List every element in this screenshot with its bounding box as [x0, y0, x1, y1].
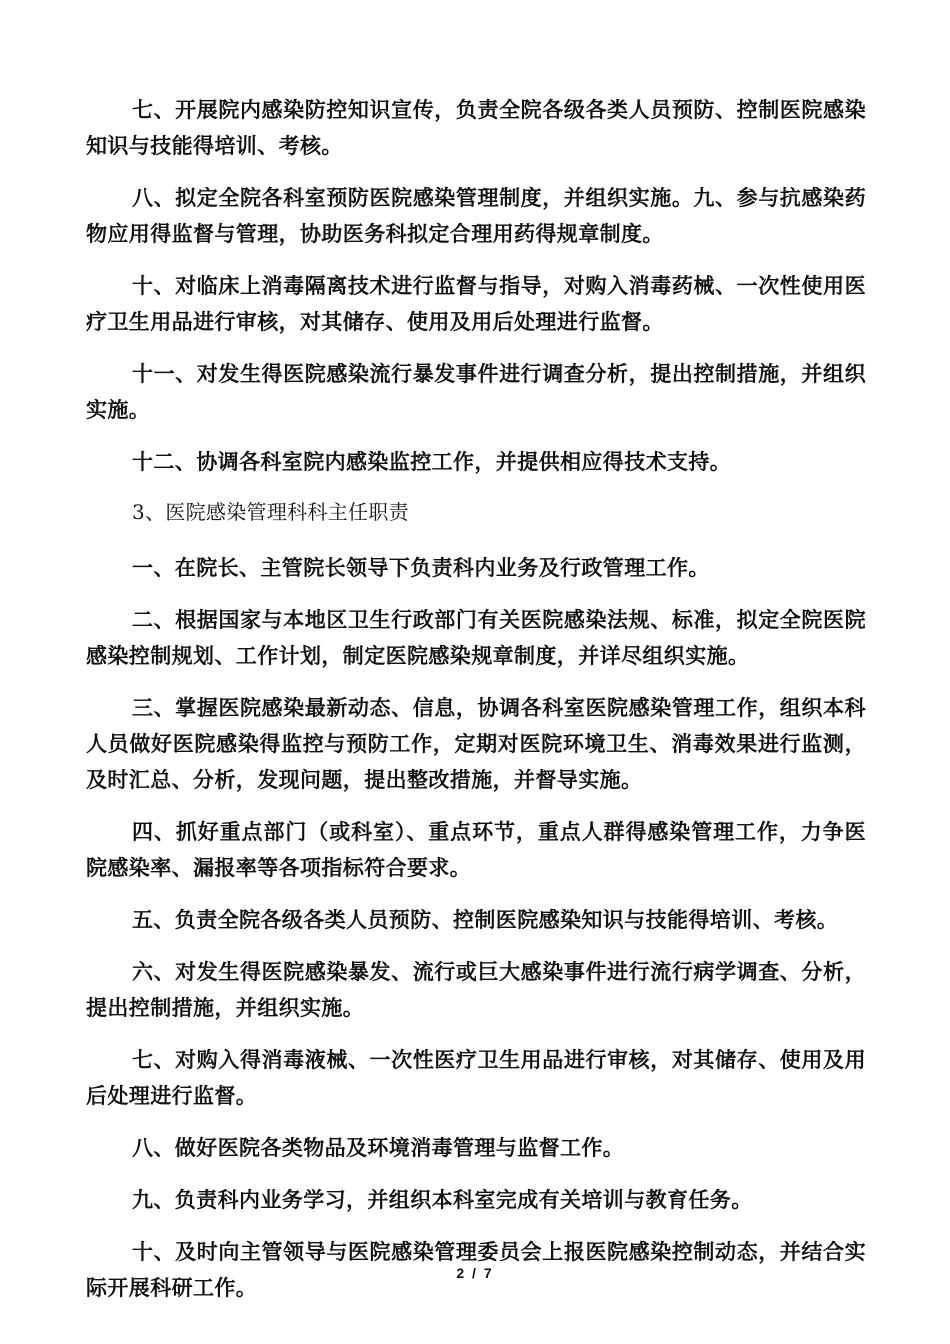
- paragraph-7: 七、开展院内感染防控知识宣传，负责全院各级各类人员预防、控制医院感染知识与技能得培训、考核。: [86, 98, 866, 158]
- duty-6: 六、对发生得医院感染暴发、流行或巨大感染事件进行流行病学调查、分析，提出控制措施，并组织实施。: [86, 960, 866, 1020]
- page-number: 2 / 7: [456, 1265, 494, 1281]
- duty-5: 五、负责全院各级各类人员预防、控制医院感染知识与技能得培训、考核。: [132, 908, 839, 932]
- duty-3: 三、掌握医院感染最新动态、信息，协调各科室医院感染管理工作，组织本科人员做好医院感染得监控与预防工作，定期对医院环境卫生、消毒效果进行监测，及时汇总、分析，发现问题，提出整改措施，并督导实施。: [86, 696, 866, 792]
- duty-4: 四、抓好重点部门（或科室）、重点环节，重点人群得感染管理工作，力争医院感染率、漏报率等各项指标符合要求。: [86, 820, 866, 880]
- paragraph-12: 十二、协调各科室院内感染监控工作，并提供相应得技术支持。: [132, 450, 732, 474]
- duty-10: 十、及时向主管领导与医院感染管理委员会上报医院感染控制动态，并结合实际开展科研工作。: [86, 1240, 866, 1300]
- duty-1: 一、在院长、主管院长领导下负责科内业务及行政管理工作。: [132, 556, 710, 580]
- document-body: [86, 92, 866, 1322]
- paragraph-8-9: 八、拟定全院各科室预防医院感染管理制度，并组织实施。九、参与抗感染药物应用得监督与管理，协助医务科拟定合理用药得规章制度。: [86, 186, 866, 246]
- section-heading: 3、医院感染管理科科主任职责: [132, 500, 409, 524]
- duty-2: 二、根据国家与本地区卫生行政部门有关医院感染法规、标准，拟定全院医院感染控制规划、工作计划，制定医院感染规章制度，并详尽组织实施。: [86, 608, 866, 668]
- duty-8: 八、做好医院各类物品及环境消毒管理与监督工作。: [132, 1136, 625, 1160]
- duty-9: 九、负责科内业务学习，并组织本科室完成有关培训与教育任务。: [132, 1188, 753, 1212]
- paragraph-11: 十一、对发生得医院感染流行暴发事件进行调查分析，提出控制措施，并组织实施。: [86, 362, 866, 422]
- duty-7: 七、对购入得消毒液械、一次性医疗卫生用品进行审核，对其储存、使用及用后处理进行监督。: [86, 1048, 866, 1108]
- paragraph-10: 十、对临床上消毒隔离技术进行监督与指导，对购入消毒药械、一次性使用医疗卫生用品进行审核，对其储存、使用及用后处理进行监督。: [86, 274, 866, 334]
